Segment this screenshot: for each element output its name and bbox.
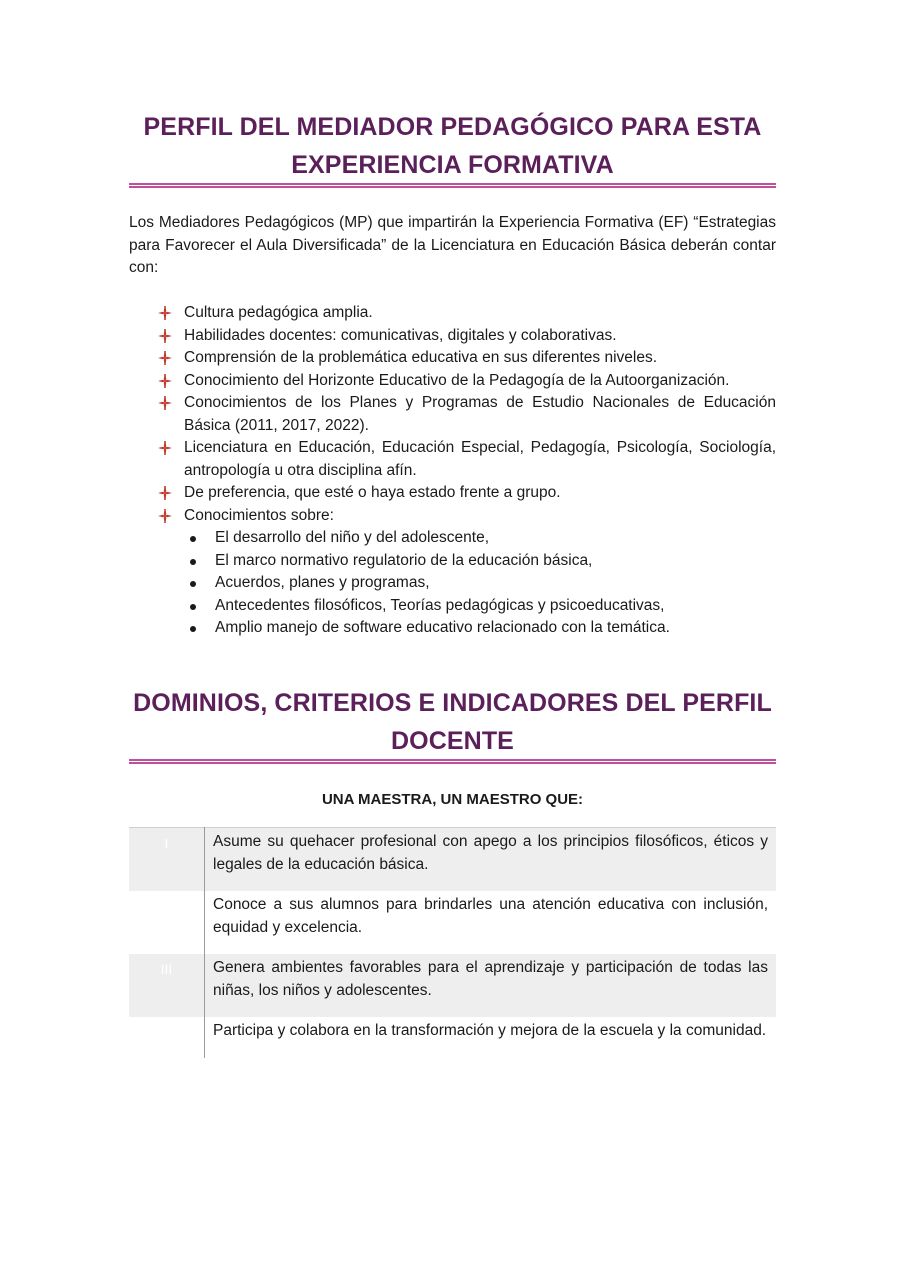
- list-item-text: Licenciatura en Educación, Educación Especial, Pedagogía, Psicología, Sociología, antropología u otra disciplina afín.: [184, 439, 776, 479]
- dot-bullet-icon: [190, 604, 196, 610]
- domain-text: Conoce a sus alumnos para brindarles una atención educativa con inclusión, equidad y excelencia.: [213, 896, 768, 936]
- flower-bullet-icon: [158, 306, 172, 320]
- section2-title-line2: DOCENTE: [391, 727, 514, 755]
- section2-title: [129, 684, 776, 760]
- domain-text: Genera ambientes favorables para el aprendizaje y participación de todas las niñas, los niños y adolescentes.: [205, 954, 777, 1017]
- table-row: [129, 954, 776, 1017]
- sublist-item: [184, 617, 776, 640]
- flower-bullet-icon: [158, 509, 172, 523]
- list-item: [129, 370, 776, 393]
- domain-number: IV: [129, 1017, 205, 1058]
- list-item: [129, 392, 776, 437]
- list-item-text: Cultura pedagógica amplia.: [184, 304, 373, 321]
- sublist-item-text: El desarrollo del niño y del adolescente,: [215, 529, 490, 546]
- flower-bullet-icon: [158, 329, 172, 343]
- section2-title-rule: [129, 759, 776, 764]
- list-item: [129, 325, 776, 348]
- table-row: [129, 828, 776, 892]
- sublist-item: [184, 550, 776, 573]
- sublist-item-text: Antecedentes filosóficos, Teorías pedagógicas y psicoeducativas,: [215, 596, 665, 614]
- section1-title: [129, 108, 776, 184]
- section1-title-line2: EXPERIENCIA FORMATIVA: [291, 151, 614, 179]
- list-item: [129, 482, 776, 505]
- flower-bullet-icon: [158, 486, 172, 500]
- requirements-list: [129, 302, 776, 640]
- dot-bullet-icon: [190, 626, 196, 632]
- domain-text: Participa y colabora en la transformación y mejora de la escuela y la comunidad.: [213, 1022, 767, 1039]
- dot-bullet-icon: [190, 581, 196, 587]
- list-item-text: Conocimiento del Horizonte Educativo de la Pedagogía de la Autoorganización.: [184, 371, 730, 389]
- knowledge-sublist: [184, 527, 776, 640]
- sublist-item-text: El marco normativo regulatorio de la educación básica,: [215, 551, 593, 569]
- intro-paragraph: Los Mediadores Pedagógicos (MP) que impartirán la Experiencia Formativa (EF) “Estrategias para Favorecer el Aula Diversificada” de la Licenciatura en Educación Básica deberán contar con:: [129, 214, 776, 276]
- section1-title-line1: PERFIL DEL MEDIADOR PEDAGÓGICO PARA ESTA: [143, 113, 762, 141]
- section2-title-line1: DOMINIOS, CRITERIOS E INDICADORES DEL PERFIL: [133, 689, 772, 717]
- sublist-item: [184, 572, 776, 595]
- list-item-text: Comprensión de la problemática educativa en sus diferentes niveles.: [184, 349, 658, 366]
- list-item-text: Conocimientos sobre:: [184, 506, 334, 524]
- list-item: [129, 302, 776, 325]
- sublist-item-text: Acuerdos, planes y programas,: [215, 574, 430, 591]
- dot-bullet-icon: [190, 559, 196, 565]
- domain-text: Asume su quehacer profesional con apego a los principios filosóficos, éticos y legales de la educación básica.: [205, 828, 777, 892]
- section1-title-rule: [129, 183, 776, 188]
- list-item-text: Conocimientos de los Planes y Programas de Estudio Nacionales de Educación Básica (2011, 2017, 2022).: [184, 394, 776, 434]
- domains-table: [129, 827, 776, 1058]
- list-item: [129, 437, 776, 482]
- list-item: [129, 347, 776, 370]
- table-row: [129, 891, 776, 954]
- list-item-text: De preferencia, que esté o haya estado frente a grupo.: [184, 484, 561, 501]
- domain-number: II: [129, 891, 205, 954]
- list-item: [129, 505, 776, 640]
- sublist-item: [184, 595, 776, 618]
- list-item-text: Habilidades docentes: comunicativas, digitales y colaborativas.: [184, 326, 617, 344]
- sublist-item-text: Amplio manejo de software educativo relacionado con la temática.: [215, 619, 670, 636]
- domain-number: I: [129, 828, 205, 892]
- flower-bullet-icon: [158, 441, 172, 455]
- flower-bullet-icon: [158, 396, 172, 410]
- domain-number: III: [129, 954, 205, 1017]
- sublist-item: [184, 527, 776, 550]
- table-row: [129, 1017, 776, 1058]
- table-subheading: UNA MAESTRA, UN MAESTRO QUE:: [321, 791, 584, 808]
- dot-bullet-icon: [190, 536, 196, 542]
- flower-bullet-icon: [158, 374, 172, 388]
- flower-bullet-icon: [158, 351, 172, 365]
